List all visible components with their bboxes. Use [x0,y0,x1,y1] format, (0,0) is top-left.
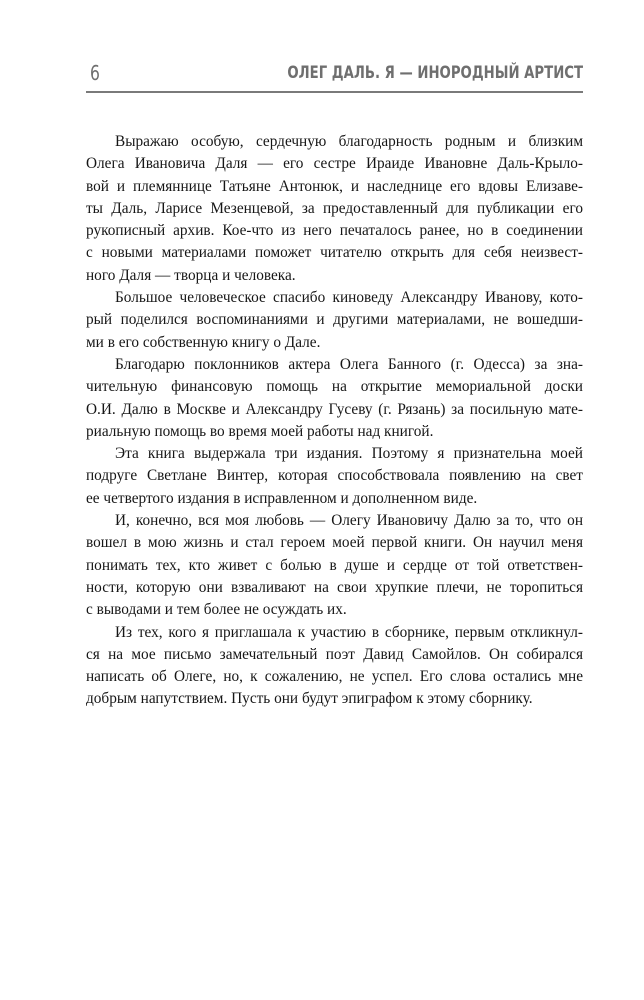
text-line: Олега Ивановича Даля — его сестре Ираиде Ивановне Даль-Крыло- [86,155,583,173]
text-line: с новыми материалами поможет читателю открыть для себя неизвест- [86,244,583,262]
text-line: понимать тех, кто живет с болью в душе и сердце от той ответствен- [86,556,583,574]
text-line: подруге Светлане Винтер, которая способствовала появлению на свет [86,467,583,485]
text-line: ся на мое письмо замечательный поэт Давид Самойлов. Он собирался [86,645,583,663]
text-line: И, конечно, вся моя любовь — Олегу Ивановичу Далю за то, что он [115,512,583,530]
paragraph-acknowledgment-winter [86,443,583,510]
text-line: О.И. Далю в Москве и Александру Гусеву (г. Рязань) за посильную мате- [86,400,583,418]
header-rule [86,91,583,93]
text-line: написать об Олеге, но, к сожалению, не успел. Его слова остались мне [86,668,583,686]
text-line: ее четвертого издания в исправленном и дополненном виде. [86,489,478,507]
text-line: Из тех, кого я приглашала к участию в сборнике, первым откликнул- [115,623,583,641]
text-line: ты Даль, Ларисе Мезенцевой, за предоставленный для публикации его [86,199,583,217]
text-line: рукописный архив. Кое-что из него печаталось ранее, но в соединении [86,222,583,240]
text-line: риальную помощь во время моей работы над книгой. [86,422,434,440]
text-body [86,131,583,711]
paragraph-acknowledgment-family [86,131,583,287]
text-line: Эта книга выдержала три издания. Поэтому я признательна моей [115,445,583,463]
text-line: ми в его собственную книгу о Дале. [86,333,321,351]
paragraph-acknowledgment-fans [86,354,583,443]
page-number: 6 [90,61,100,85]
text-line: вой и племяннице Татьяне Антонюк, и наследнице его вдовы Елизаве- [86,177,583,195]
book-title: ОЛЕГ ДАЛЬ. Я — ИНОРОДНЫЙ АРТИСТ [287,63,583,83]
text-line: с выводами и тем более не осуждать их. [86,601,347,619]
paragraph-love-dal [86,510,583,621]
running-header [86,60,583,90]
text-line: чительную финансовую помощь на открытие мемориальной доски [86,378,583,396]
text-line: Выражаю особую, сердечную благодарность родным и близким [115,133,583,150]
text-line: рый поделился воспоминаниями и другими материалами, не вошедши- [86,311,583,329]
text-line: ного Даля — творца и человека. [86,266,296,284]
text-line: вошел в мою жизнь и стал героем моей первой книги. Он научил меня [86,534,583,552]
text-line: добрым напутствием. Пусть они будут эпиграфом к этому сборнику. [86,690,533,708]
paragraph-samoilov [86,622,583,711]
text-line: Большое человеческое спасибо киноведу Александру Иванову, кото- [115,289,583,307]
text-line: ности, которую они взваливают на свои хрупкие плечи, не торопиться [86,578,583,596]
text-line: Благодарю поклонников актера Олега Банного (г. Одесса) за зна- [115,355,583,373]
paragraph-acknowledgment-ivanov [86,287,583,354]
